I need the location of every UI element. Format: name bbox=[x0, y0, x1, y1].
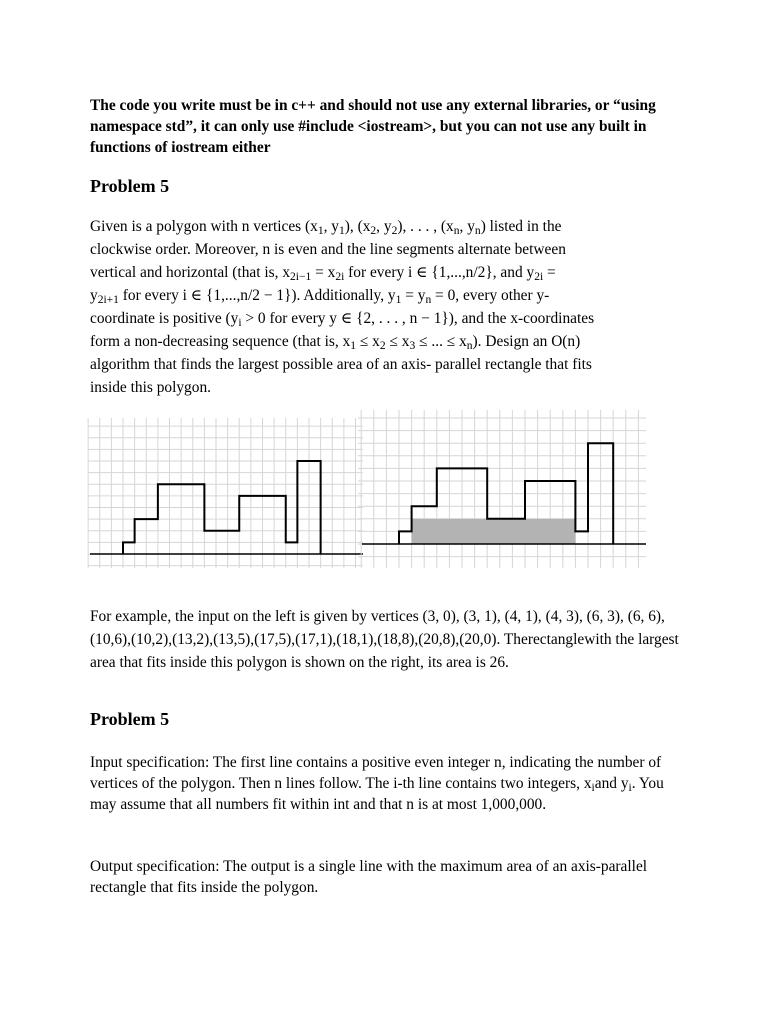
problem-heading-2: Problem 5 bbox=[90, 709, 170, 729]
example-paragraph: For example, the input on the left is given by vertices (3, 0), (3, 1), (4, 1), (4, 3), (6, 3), (6, 6), (10,6),(10,2),(13,2),(13,5),(17,5),(17,1),(18,1),(18,8),(20,8),(20,0). Therectanglewith the largest area that fits inside this polygon is shown on the right, its area is 26. bbox=[90, 608, 679, 671]
statement-line-8: inside this polygon. bbox=[90, 379, 211, 396]
problem-heading-1: Problem 5 bbox=[90, 176, 170, 196]
statement-line-1: Given is a polygon with n vertices ($x_1$, $y_1$), ($x_2$, $y_2$), . . . , ($x_n$, $y_n$) listed in the bbox=[90, 218, 562, 237]
output-specification: Output specification: The output is a single line with the maximum area of an axis-parallel rectangle that fits inside the polygon. bbox=[90, 858, 648, 896]
max-rectangle bbox=[412, 519, 576, 544]
statement-line-6: form a non-decreasing sequence (that is, $x_1 \le x_2 \le x_3$ ≤ ... ≤ $x_n$). Design an O(n) bbox=[90, 333, 581, 352]
intro-paragraph: The code you write must be in c++ and should not use any external libraries, or “using namespace std”, it can only use #include <iostream>, but you can not use any built in functions of iostream either bbox=[90, 97, 656, 156]
polygon-figure-right bbox=[358, 410, 646, 568]
statement-line-3: vertical and horizontal (that is, $x_{2i-1} = x_{2i}$ for every i ∈ {1,...,n/2}, and $y_{2i}$ = bbox=[90, 264, 556, 283]
statement-line-7: algorithm that finds the largest possible area of an axis- parallel rectangle that fits bbox=[90, 356, 592, 373]
statement-line-5: coordinate is positive ($y_i > 0$ for every y ∈ {2, . . . , n − 1}), and the x-coordinates bbox=[90, 310, 595, 329]
problem-statement bbox=[90, 215, 690, 399]
statement-line-4: $y_{2i+1}$ for every i ∈ {1,...,n/2 − 1}). Additionally, $y_1 = y_n = 0$, every other y- bbox=[90, 287, 550, 306]
polygon-figure-left bbox=[88, 418, 363, 568]
statement-line-2: clockwise order. Moreover, n is even and the line segments alternate between bbox=[90, 241, 566, 258]
input-specification: Input specification: The first line contains a positive even integer n, indicating the number of vertices of the polygon. Then n lines follow. The i-th line contains two integers, $x_iand$ $y_i$. You may assume that all numbers fit within int and that n is at most 1,000,000. bbox=[90, 754, 664, 813]
